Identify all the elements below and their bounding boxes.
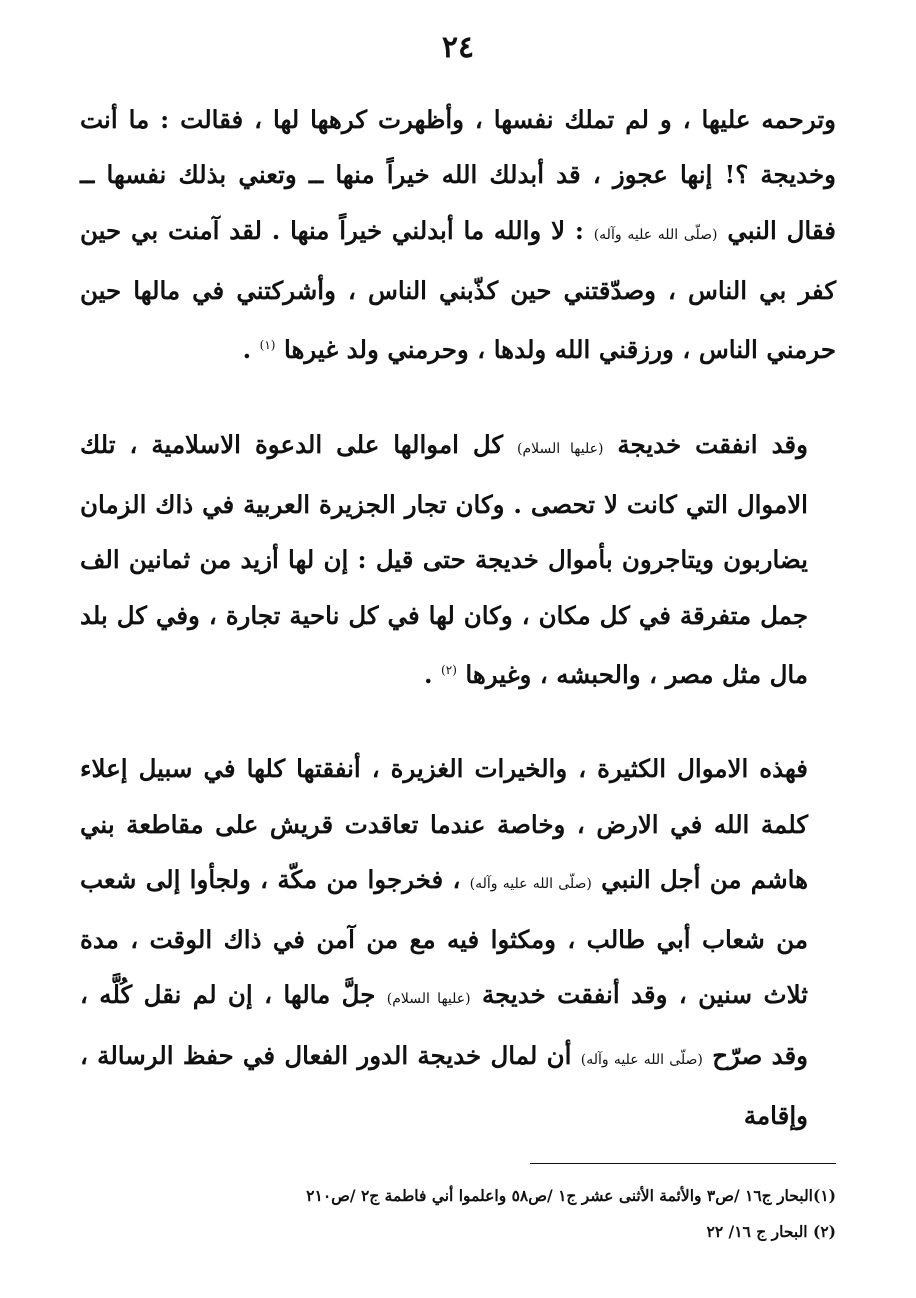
body-text bbox=[80, 92, 836, 1143]
honorific-text: (عليها السلام) bbox=[386, 991, 471, 1008]
footnote-separator bbox=[530, 1163, 836, 1164]
paragraph-1-end: . bbox=[242, 335, 260, 365]
paragraph-3-line-3a: من أجل النبي bbox=[601, 864, 742, 894]
footnote-reference-1: (١) bbox=[259, 338, 276, 353]
paragraph-2-line-1a: وقد انفقت خديجة bbox=[617, 429, 808, 459]
honorific-text: (عليها السلام) bbox=[517, 440, 604, 457]
page-number: ٢٤ bbox=[441, 30, 475, 65]
paragraph-3-line-5a: سنين ، وقد أنفقت خديجة bbox=[481, 980, 753, 1010]
footnote-2: (٢) البحار ج ١٦/ ٢٢ bbox=[706, 1222, 836, 1241]
paragraph-1 bbox=[80, 92, 836, 378]
honorific-text: (صلّى الله عليه وآله) bbox=[469, 875, 592, 892]
paragraph-1-line-5: حرمني الناس ، ورزقني الله ولدها ، وحرمني ولد غيرها bbox=[284, 335, 836, 365]
paragraph-3-line-4: شعاب أبي طالب ، ومكثوا فيه مع من آمن في ذاك الوقت ، مدة ثلاث bbox=[80, 925, 809, 1010]
paragraph-1-line-2: وخديجة ؟! إنها عجوز ، قد أبدلك الله خيراً منها ــ وتعني بذلك نفسها ــ bbox=[80, 160, 836, 190]
paragraph-2-end: . bbox=[423, 659, 442, 689]
paragraph-1-line-3b: : لا والله ما أبدلني خيراً منها . لقد آمنت بي حين bbox=[80, 215, 594, 245]
footnote-1: (١)البحار ج١٦ /ص٣ والأئمة الأثنى عشر ج١ /ص٥٨ واعلموا أني فاطمة ج٢ /ص٢١٠ bbox=[306, 1186, 836, 1205]
honorific-text: (صلّى الله عليه وآله) bbox=[593, 226, 718, 243]
paragraph-2-line-5: مثل مصر ، والحبشه ، وغيرها bbox=[465, 659, 762, 689]
paragraph-3-line-1: فهذه الاموال الكثيرة ، والخيرات الغزيرة ، أنفقتها كلها في سبيل إعلاء bbox=[80, 754, 808, 784]
paragraph-1-line-1: وترحمه عليها ، و لم تملك نفسها ، وأظهرت كرهها لها ، فقالت : ما أنت bbox=[80, 105, 836, 134]
paragraph-2-line-1b: كل اموالها على الدعوة الاسلامية ، تلك bbox=[80, 429, 518, 459]
paragraph-3-line-6b: أن لمال خديجة الدور الفعال في حفظ الرسالة ، وإقامة bbox=[80, 1040, 808, 1131]
paragraph-2-line-2: الاموال التي كانت لا تحصى . وكان تجار الجزيرة العربية في ذاك الزمان bbox=[80, 489, 808, 519]
paragraph-3-line-2: كلمة الله في الارض ، وخاصة عندما تعاقدت قريش على مقاطعة بني هاشم bbox=[80, 809, 809, 894]
paragraph-3-line-5b: جلَّ مالها ، إن لم نقل كُلَّه ، وقد bbox=[80, 980, 809, 1070]
paragraph-2-line-4: جمل متفرقة في كل مكان ، وكان لها في كل ناحية تجارة ، وفي كل بلد مال bbox=[80, 600, 808, 689]
paragraph-2-line-3: يضاربون ويتاجرون بأموال خديجة حتى قيل : إن لها أزيد من ثمانين الف bbox=[80, 545, 808, 575]
paragraph-3 bbox=[80, 741, 836, 1143]
paragraph-3-line-6a: صرّح bbox=[712, 1040, 763, 1070]
paragraph-3-line-3b: ، فخرجوا من مكّة ، ولجأوا إلى شعب من bbox=[80, 864, 808, 955]
paragraph-1-line-3a: فقال النبي bbox=[727, 215, 836, 245]
footnotes bbox=[80, 1178, 836, 1250]
paragraph-1-line-4: كفر بي الناس ، وصدّقتني حين كذّبني الناس ، وأشركتني في مالها حين bbox=[80, 275, 836, 305]
footnote-reference-2: (٢) bbox=[441, 662, 457, 677]
paragraph-2 bbox=[80, 417, 836, 703]
honorific-text: (صلّى الله عليه وآله) bbox=[580, 1051, 703, 1068]
